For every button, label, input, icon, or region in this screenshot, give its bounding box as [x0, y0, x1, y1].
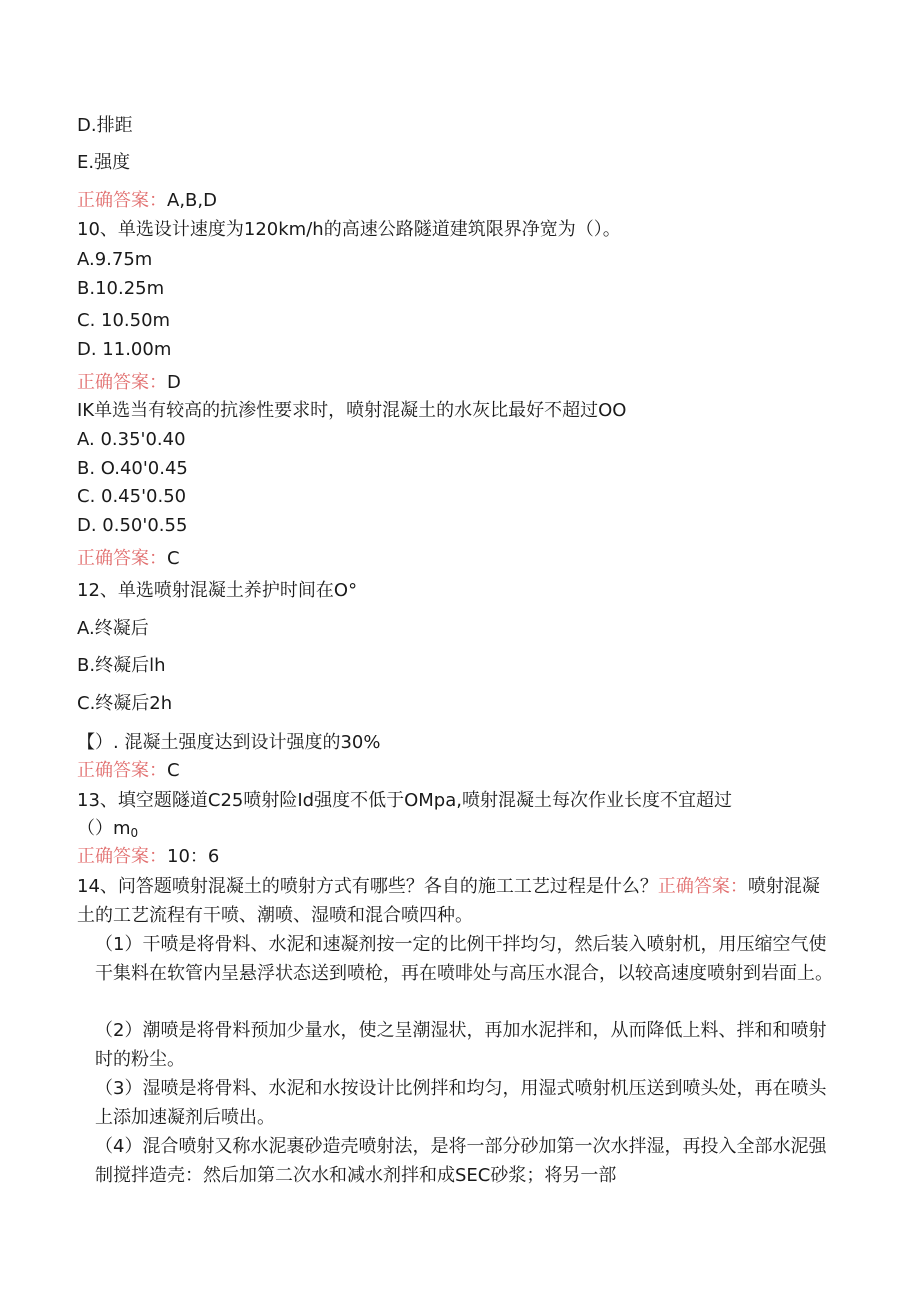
- question-stem: 12、单选喷射混凝土养护时间在O°: [77, 580, 358, 601]
- question-stem-text: （）m: [77, 818, 131, 839]
- answer-value: 10：6: [167, 846, 220, 867]
- answer-line: [77, 372, 181, 394]
- option-c: C.终凝后2h: [77, 693, 173, 714]
- answer-value: D: [167, 372, 181, 393]
- question-stem: 10、单选设计速度为120km/h的高速公路隧道建筑限界净宽为（）。: [77, 219, 621, 240]
- question-stem: IK单选当有较高的抗渗性要求时，喷射混凝土的水灰比最好不超过OO: [77, 400, 627, 421]
- answer-value: C: [167, 760, 180, 781]
- question-stem: 14、问答题喷射混凝土的喷射方式有哪些？各自的施工工艺过程是什么？: [77, 876, 658, 897]
- answer-line: [77, 760, 180, 782]
- option-d: D.排距: [77, 115, 133, 136]
- answer-paragraph-3: （3）湿喷是将骨料、水泥和水按设计比例拌和均匀，用湿式喷射机压送到喷头处，再在喷头上添加速凝剂后喷出。: [95, 1078, 827, 1128]
- question-block: [77, 872, 837, 930]
- option-b: B.终凝后lh: [77, 655, 166, 676]
- option-a: A.终凝后: [77, 618, 149, 639]
- answer-line: [77, 846, 219, 868]
- answer-label: 正确答案：: [657, 876, 748, 897]
- option-a: A. 0.35'0.40: [77, 429, 186, 450]
- answer-label: 正确答案：: [77, 548, 167, 569]
- answer-label: 正确答案：: [77, 372, 167, 393]
- option-c: C. 10.50m: [77, 310, 171, 331]
- answer-label: 正确答案：: [77, 190, 167, 211]
- answer-line: [77, 548, 180, 570]
- answer-label: 正确答案：: [77, 846, 167, 867]
- answer-paragraph-1: （1）干喷是将骨料、水泥和速凝剂按一定的比例干拌均匀，然后装入喷射机，用压缩空气使干集料在软管内呈悬浮状态送到喷枪，再在喷啡处与高压水混合，以较高速度喷射到岩面上。: [95, 934, 833, 984]
- answer-label: 正确答案：: [77, 760, 167, 781]
- question-stem-cont: [77, 818, 138, 844]
- option-b: B.10.25m: [77, 278, 165, 299]
- option-a: A.9.75m: [77, 249, 153, 270]
- option-d: D. 0.50'0.55: [77, 515, 188, 536]
- question-stem: 13、填空题隧道C25喷射险Id强度不低于OMpa,喷射混凝土每次作业长度不宜超过: [77, 790, 732, 811]
- option-c: C. 0.45'0.50: [77, 486, 187, 507]
- option-e: E.强度: [77, 152, 131, 173]
- subscript: 0: [130, 826, 139, 840]
- option-d: D. 11.00m: [77, 339, 172, 360]
- option-b: B. O.40'0.45: [77, 458, 188, 479]
- answer-paragraph-4: （4）混合喷射又称水泥裹砂造壳喷射法，是将一部分砂加第一次水拌湿，再投入全部水泥强制搅拌造壳：然后加第二次水和减水剂拌和成SEC砂浆；将另一部: [95, 1136, 827, 1186]
- answer-intro: 喷射混凝土的工艺流程有干喷、潮喷、湿喷和混合喷四种。: [77, 876, 820, 926]
- answer-line: [77, 190, 217, 212]
- answer-value: A,B,D: [167, 190, 217, 211]
- answer-value: C: [167, 548, 180, 569]
- answer-paragraph-2: （2）潮喷是将骨料预加少量水，使之呈潮湿状，再加水泥拌和，从而降低上料、拌和和喷射时的粉尘。: [95, 1020, 827, 1070]
- option-d: 【）. 混凝土强度达到设计强度的30%: [77, 732, 381, 753]
